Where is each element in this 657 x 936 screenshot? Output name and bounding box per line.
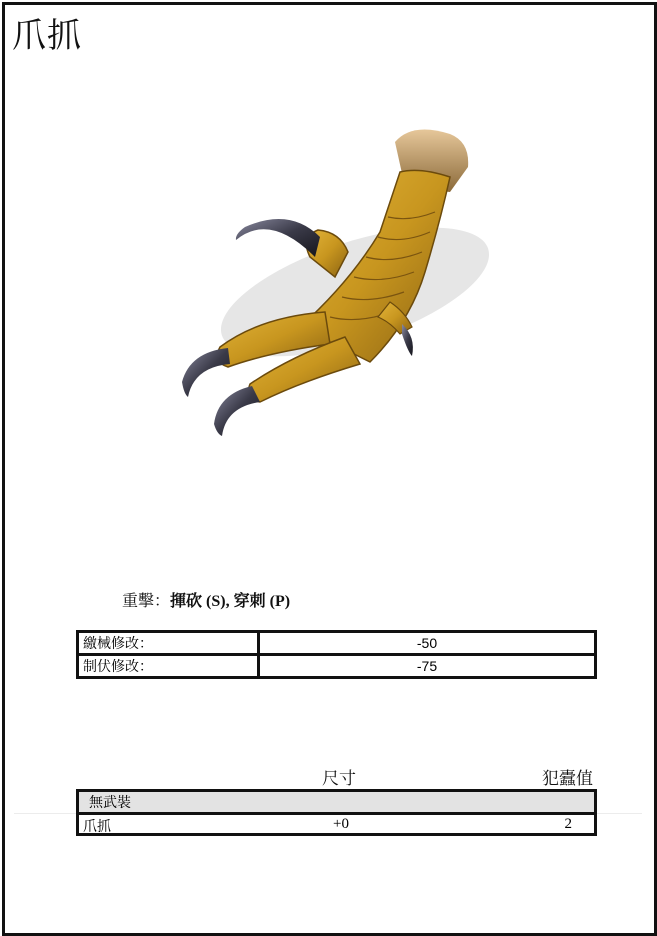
table-row bbox=[78, 814, 596, 835]
size-header: 尺寸 bbox=[322, 769, 356, 788]
group-label: 無武裝 bbox=[78, 791, 596, 814]
slash-code: (S) bbox=[206, 593, 226, 610]
weapon-table bbox=[76, 789, 597, 836]
front-talon-lower bbox=[214, 386, 260, 436]
slash-text: 揮砍 bbox=[170, 593, 203, 610]
modifier-table bbox=[76, 630, 597, 679]
weapon-size: +0 bbox=[333, 816, 349, 832]
front-talon-upper bbox=[182, 348, 230, 397]
weapon-column-headers bbox=[76, 764, 597, 788]
subdue-value: -75 bbox=[259, 655, 596, 678]
table-row bbox=[78, 632, 596, 655]
subdue-label: 制伏修改： bbox=[78, 655, 259, 678]
claw-illustration bbox=[150, 112, 510, 452]
group-row bbox=[78, 791, 596, 814]
disarm-value: -50 bbox=[259, 632, 596, 655]
critical-separator: , bbox=[225, 593, 234, 610]
critical-info bbox=[122, 588, 290, 611]
crit-header: 犯蠹值 bbox=[542, 769, 593, 788]
pierce-code: (P) bbox=[269, 593, 291, 610]
weapon-crit: 2 bbox=[564, 816, 572, 832]
disarm-label: 繳械修改： bbox=[78, 632, 259, 655]
weapon-name: 爪抓 bbox=[83, 818, 111, 834]
critical-label: 重擊： bbox=[122, 593, 171, 610]
pierce-text: 穿刺 bbox=[233, 593, 266, 610]
page-title: 爪抓 bbox=[12, 16, 82, 56]
table-row bbox=[78, 655, 596, 678]
